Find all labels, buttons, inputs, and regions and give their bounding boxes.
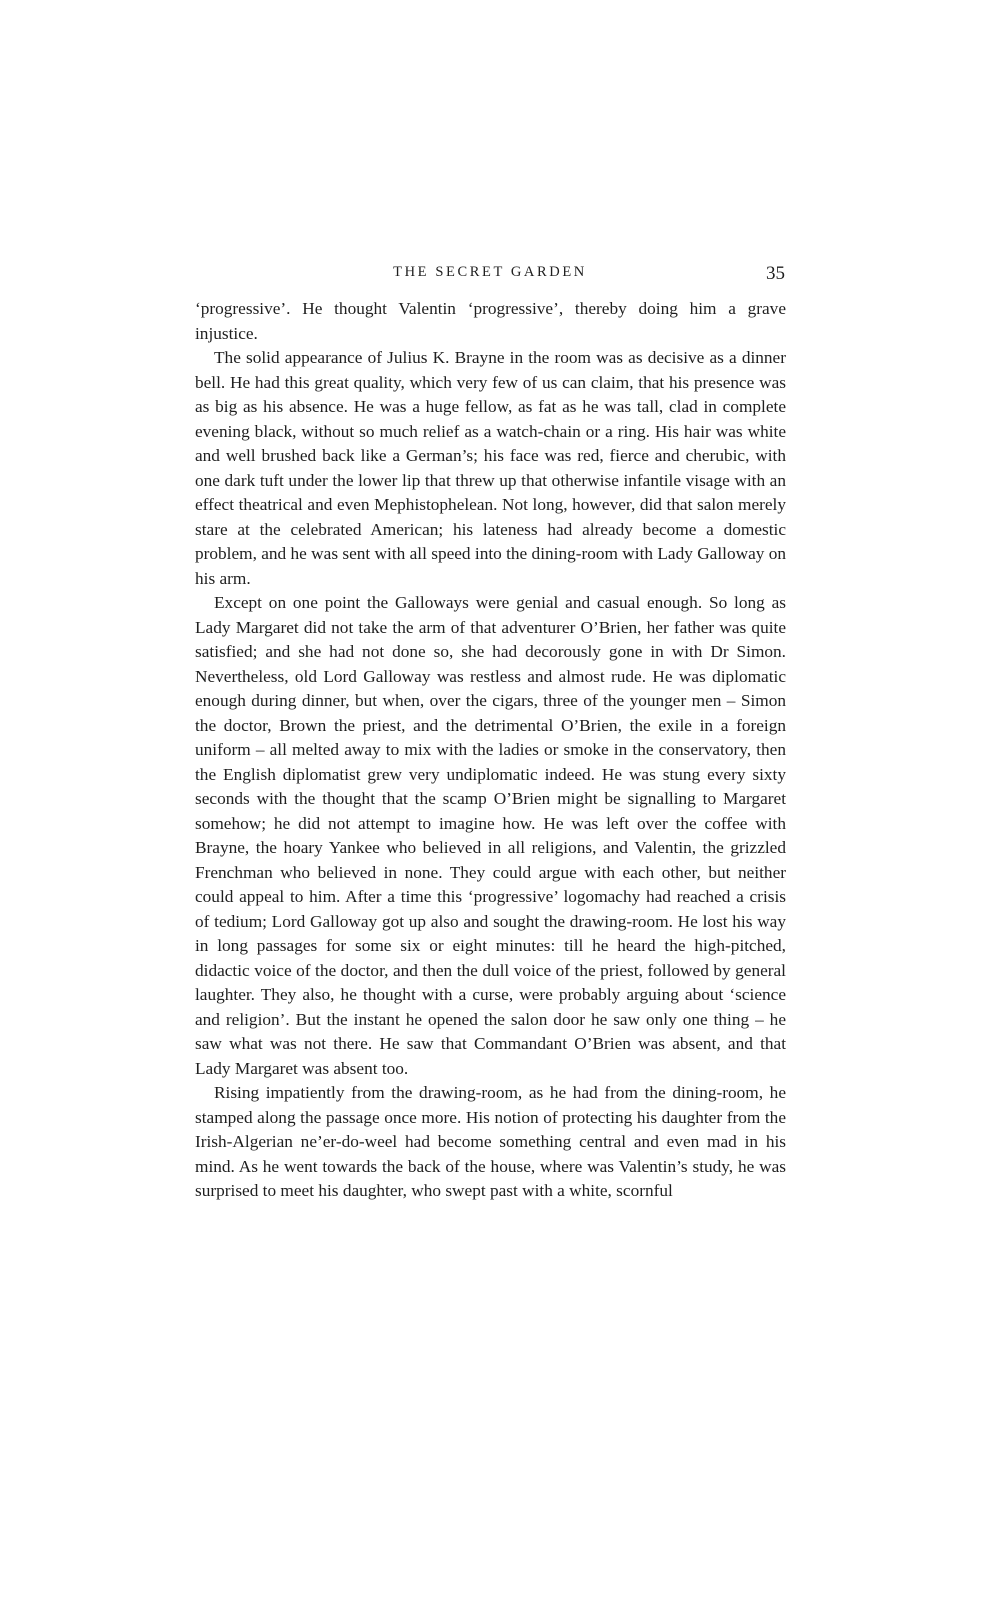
running-title: THE SECRET GARDEN	[393, 264, 587, 280]
body-text	[195, 297, 786, 1204]
paragraph-brayne-arrival: The solid appearance of Julius K. Brayne in the room was as decisive as a dinner bell. He had this great quality, which very few of us can claim, that his presence was as big as his absence. He was a huge fellow, as fat as he was tall, clad in complete evening black, without so much relief as a watch-chain or a ring. His hair was white and well brushed back like a German’s; his face was red, fierce and cherubic, with one dark tuft under the lower lip that threw up that otherwise infantile visage with an effect theatrical and even Mephistophelean. Not long, however, did that salon merely stare at the celebrated American; his lateness had already become a domestic problem, and he was sent with all speed into the dining-room with Lady Galloway on his arm.	[195, 348, 786, 588]
paragraph-rising-impatiently: Rising impatiently from the drawing-room, as he had from the dining-room, he stamped along the passage once more. His notion of protecting his daughter from the Irish-Algerian ne’er-do-weel had become something central and even mad in his mind. As he went towards the back of the house, where was Valentin’s study, he was surprised to meet his daughter, who swept past with a white, scornful	[195, 1083, 786, 1200]
running-head	[195, 262, 785, 290]
page-number: 35	[766, 263, 785, 284]
paragraph-continued: ‘progressive’. He thought Valentin ‘progressive’, thereby doing him a grave injustice.	[195, 299, 786, 343]
paragraph-galloways: Except on one point the Galloways were genial and casual enough. So long as Lady Margaret did not take the arm of that adventurer O’Brien, her father was quite satisfied; and she had not done so, she had decorously gone in with Dr Simon. Nevertheless, old Lord Galloway was restless and almost rude. He was diplomatic enough during dinner, but when, over the cigars, three of the younger men – Simon the doctor, Brown the priest, and the detrimental O’Brien, the exile in a foreign uniform – all melted away to mix with the ladies or smoke in the conservatory, then the English diplomatist grew very undiplomatic indeed. He was stung every sixty seconds with the thought that the scamp O’Brien might be signalling to Margaret somehow; he did not attempt to imagine how. He was left over the coffee with Brayne, the hoary Yankee who believed in all religions, and Valentin, the grizzled Frenchman who believed in none. They could argue with each other, but neither could appeal to him. After a time this ‘progressive’ logomachy had reached a crisis of tedium; Lord Galloway got up also and sought the drawing-room. He lost his way in long passages for some six or eight minutes: till he heard the high-pitched, didactic voice of the doctor, and then the dull voice of the priest, followed by general laughter. They also, he thought with a curse, were probably arguing about ‘science and religion’. But the instant he opened the salon door he saw only one thing – he saw what was not there. He saw that Commandant O’Brien was absent, and that Lady Margaret was absent too.	[195, 593, 786, 1078]
